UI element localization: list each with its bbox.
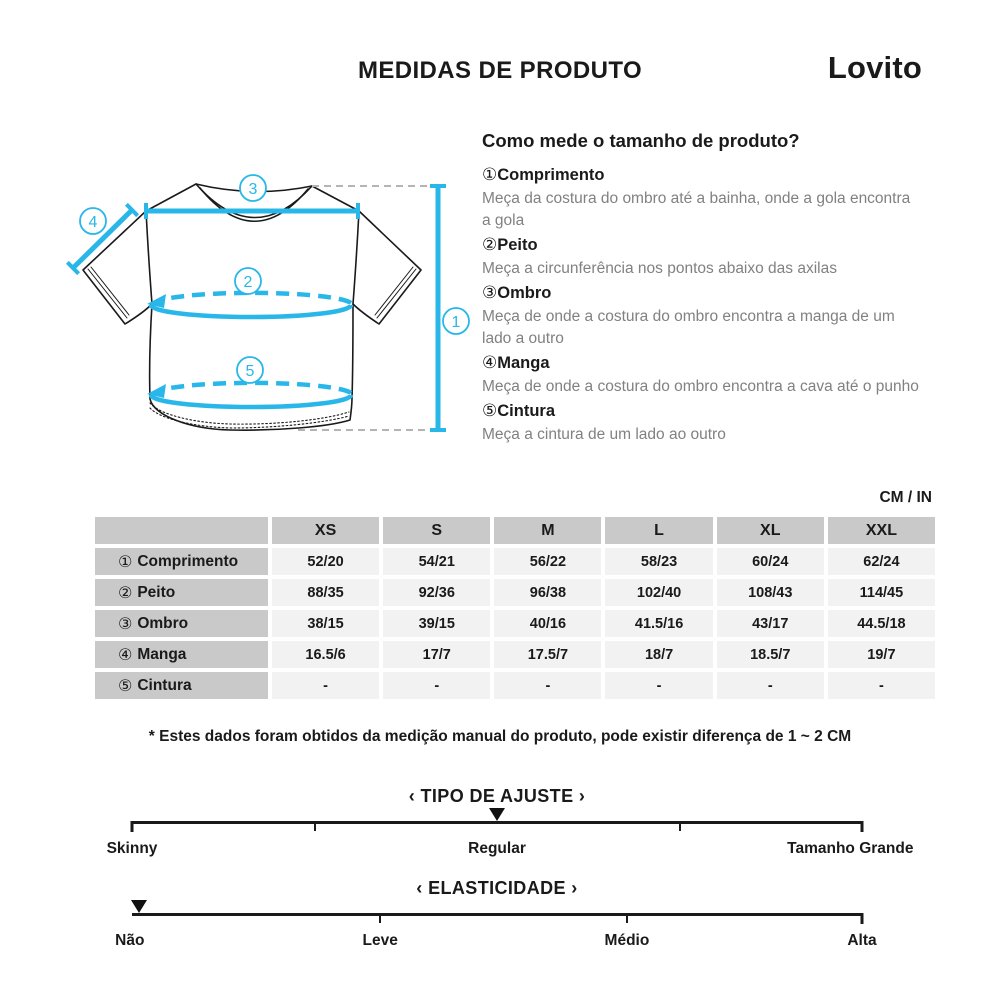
size-value: 39/15 — [383, 610, 490, 637]
size-value: 17.5/7 — [494, 641, 601, 668]
circled-number: ③ — [482, 283, 498, 302]
circled-number: ② — [482, 235, 498, 254]
size-row-label-cintura: ⑤ Cintura — [95, 672, 268, 699]
size-value: - — [494, 672, 601, 699]
size-value: 41.5/16 — [605, 610, 712, 637]
size-value: 40/16 — [494, 610, 601, 637]
guide-item-description: Meça a cintura de um lado ao outro — [482, 426, 726, 443]
fit-labels — [106, 840, 914, 862]
measurement-disclaimer: * Estes dados foram obtidos da medição manual do produto, pode existir diferença de 1 ~ 2 CM — [148, 728, 852, 745]
measure-guide-heading: Como mede o tamanho de produto? — [482, 130, 800, 151]
slider-tick — [861, 913, 864, 924]
slider-tick — [679, 821, 681, 831]
guide-item-manga — [482, 350, 930, 398]
size-value: - — [717, 672, 824, 699]
elasticity-labels — [115, 932, 877, 954]
size-table — [95, 517, 935, 699]
guide-item-comprimento — [482, 162, 930, 232]
circled-number: ④ — [482, 353, 498, 372]
size-column-xs: XS — [272, 517, 379, 544]
circled-number: ⑤ — [118, 677, 133, 695]
slider-label-não: Não — [115, 932, 145, 949]
guide-item-ombro — [482, 280, 930, 350]
tshirt-outline — [83, 184, 421, 430]
brand-logo: Lovito — [827, 50, 922, 85]
marker-1: 1 — [451, 314, 461, 331]
slider-label-tamanho-grande: Tamanho Grande — [787, 840, 914, 857]
slider-label-leve: Leve — [362, 932, 398, 949]
slider-tick — [379, 913, 381, 923]
size-column-xl: XL — [717, 517, 824, 544]
guide-item-title: ②Peito — [482, 235, 538, 254]
size-value: 92/36 — [383, 579, 490, 606]
circled-number: ① — [482, 165, 498, 184]
size-value: - — [828, 672, 935, 699]
size-row-label-ombro: ③ Ombro — [95, 610, 268, 637]
size-column-l: L — [605, 517, 712, 544]
size-value: 108/43 — [717, 579, 824, 606]
size-value: 60/24 — [717, 548, 824, 575]
fit-slider-track — [132, 821, 862, 824]
marker-4: 4 — [88, 214, 98, 231]
units-label: CM / IN — [879, 489, 932, 506]
size-value: 43/17 — [717, 610, 824, 637]
size-row-label-peito: ② Peito — [95, 579, 268, 606]
size-value: 18.5/7 — [717, 641, 824, 668]
size-value: 52/20 — [272, 548, 379, 575]
size-row-label-manga: ④ Manga — [95, 641, 268, 668]
marker-3: 3 — [248, 181, 258, 198]
size-value: 44.5/18 — [828, 610, 935, 637]
size-value: - — [272, 672, 379, 699]
guide-item-title: ④Manga — [482, 353, 550, 372]
size-value: 54/21 — [383, 548, 490, 575]
size-value: 56/22 — [494, 548, 601, 575]
size-value: 96/38 — [494, 579, 601, 606]
guide-item-description: Meça de onde a costura do ombro encontra a manga de um lado a outro — [482, 308, 895, 347]
marker-2: 2 — [243, 274, 253, 291]
size-value: 102/40 — [605, 579, 712, 606]
circled-number: ④ — [118, 646, 133, 664]
slider-tick — [626, 913, 628, 923]
size-column-xxl: XXL — [828, 517, 935, 544]
size-value: 16.5/6 — [272, 641, 379, 668]
size-value: 88/35 — [272, 579, 379, 606]
slider-label-skinny: Skinny — [106, 840, 158, 857]
size-value: 58/23 — [605, 548, 712, 575]
circled-number: ⑤ — [482, 401, 498, 420]
size-value: - — [605, 672, 712, 699]
fit-type-heading: ‹ TIPO DE AJUSTE › — [408, 786, 586, 806]
size-value: 62/24 — [828, 548, 935, 575]
size-column-s: S — [383, 517, 490, 544]
circled-number: ① — [118, 553, 133, 571]
size-value: - — [383, 672, 490, 699]
page-title: MEDIDAS DE PRODUTO — [357, 57, 643, 84]
fit-slider — [106, 809, 914, 865]
size-table-corner — [95, 517, 268, 544]
measure-guide — [482, 130, 930, 446]
elasticity-heading: ‹ ELASTICIDADE › — [416, 878, 578, 898]
elasticity-slider — [115, 901, 877, 957]
tshirt-measurement-diagram — [50, 158, 470, 460]
fit-slider-marker — [489, 808, 505, 821]
elasticity-slider-marker — [131, 900, 147, 913]
size-value: 17/7 — [383, 641, 490, 668]
size-value: 18/7 — [605, 641, 712, 668]
slider-tick — [861, 821, 864, 832]
marker-5: 5 — [245, 363, 255, 380]
circled-number: ② — [118, 584, 133, 602]
fit-type-section — [106, 786, 914, 865]
slider-label-regular: Regular — [468, 840, 526, 857]
guide-item-title: ①Comprimento — [482, 165, 605, 184]
measure-bar-length — [430, 186, 446, 430]
guide-item-description: Meça da costura do ombro até a bainha, onde a gola encontra a gola — [482, 190, 911, 229]
slider-label-alta: Alta — [847, 932, 877, 949]
slider-tick — [314, 821, 316, 831]
guide-item-title: ③Ombro — [482, 283, 552, 302]
size-column-m: M — [494, 517, 601, 544]
slider-tick — [131, 821, 134, 832]
guide-item-title: ⑤Cintura — [482, 401, 555, 420]
size-value: 19/7 — [828, 641, 935, 668]
circled-number: ③ — [118, 615, 133, 633]
guide-item-description: Meça a circunferência nos pontos abaixo das axilas — [482, 260, 837, 277]
size-value: 114/45 — [828, 579, 935, 606]
measure-guide-list — [482, 162, 930, 446]
guide-item-peito — [482, 232, 930, 280]
guide-item-cintura — [482, 398, 930, 446]
guide-item-description: Meça de onde a costura do ombro encontra a cava até o punho — [482, 378, 919, 395]
elasticity-slider-track — [132, 913, 862, 916]
size-value: 38/15 — [272, 610, 379, 637]
size-row-label-comprimento: ① Comprimento — [95, 548, 268, 575]
slider-label-médio: Médio — [604, 932, 650, 949]
elasticity-section — [115, 878, 877, 957]
